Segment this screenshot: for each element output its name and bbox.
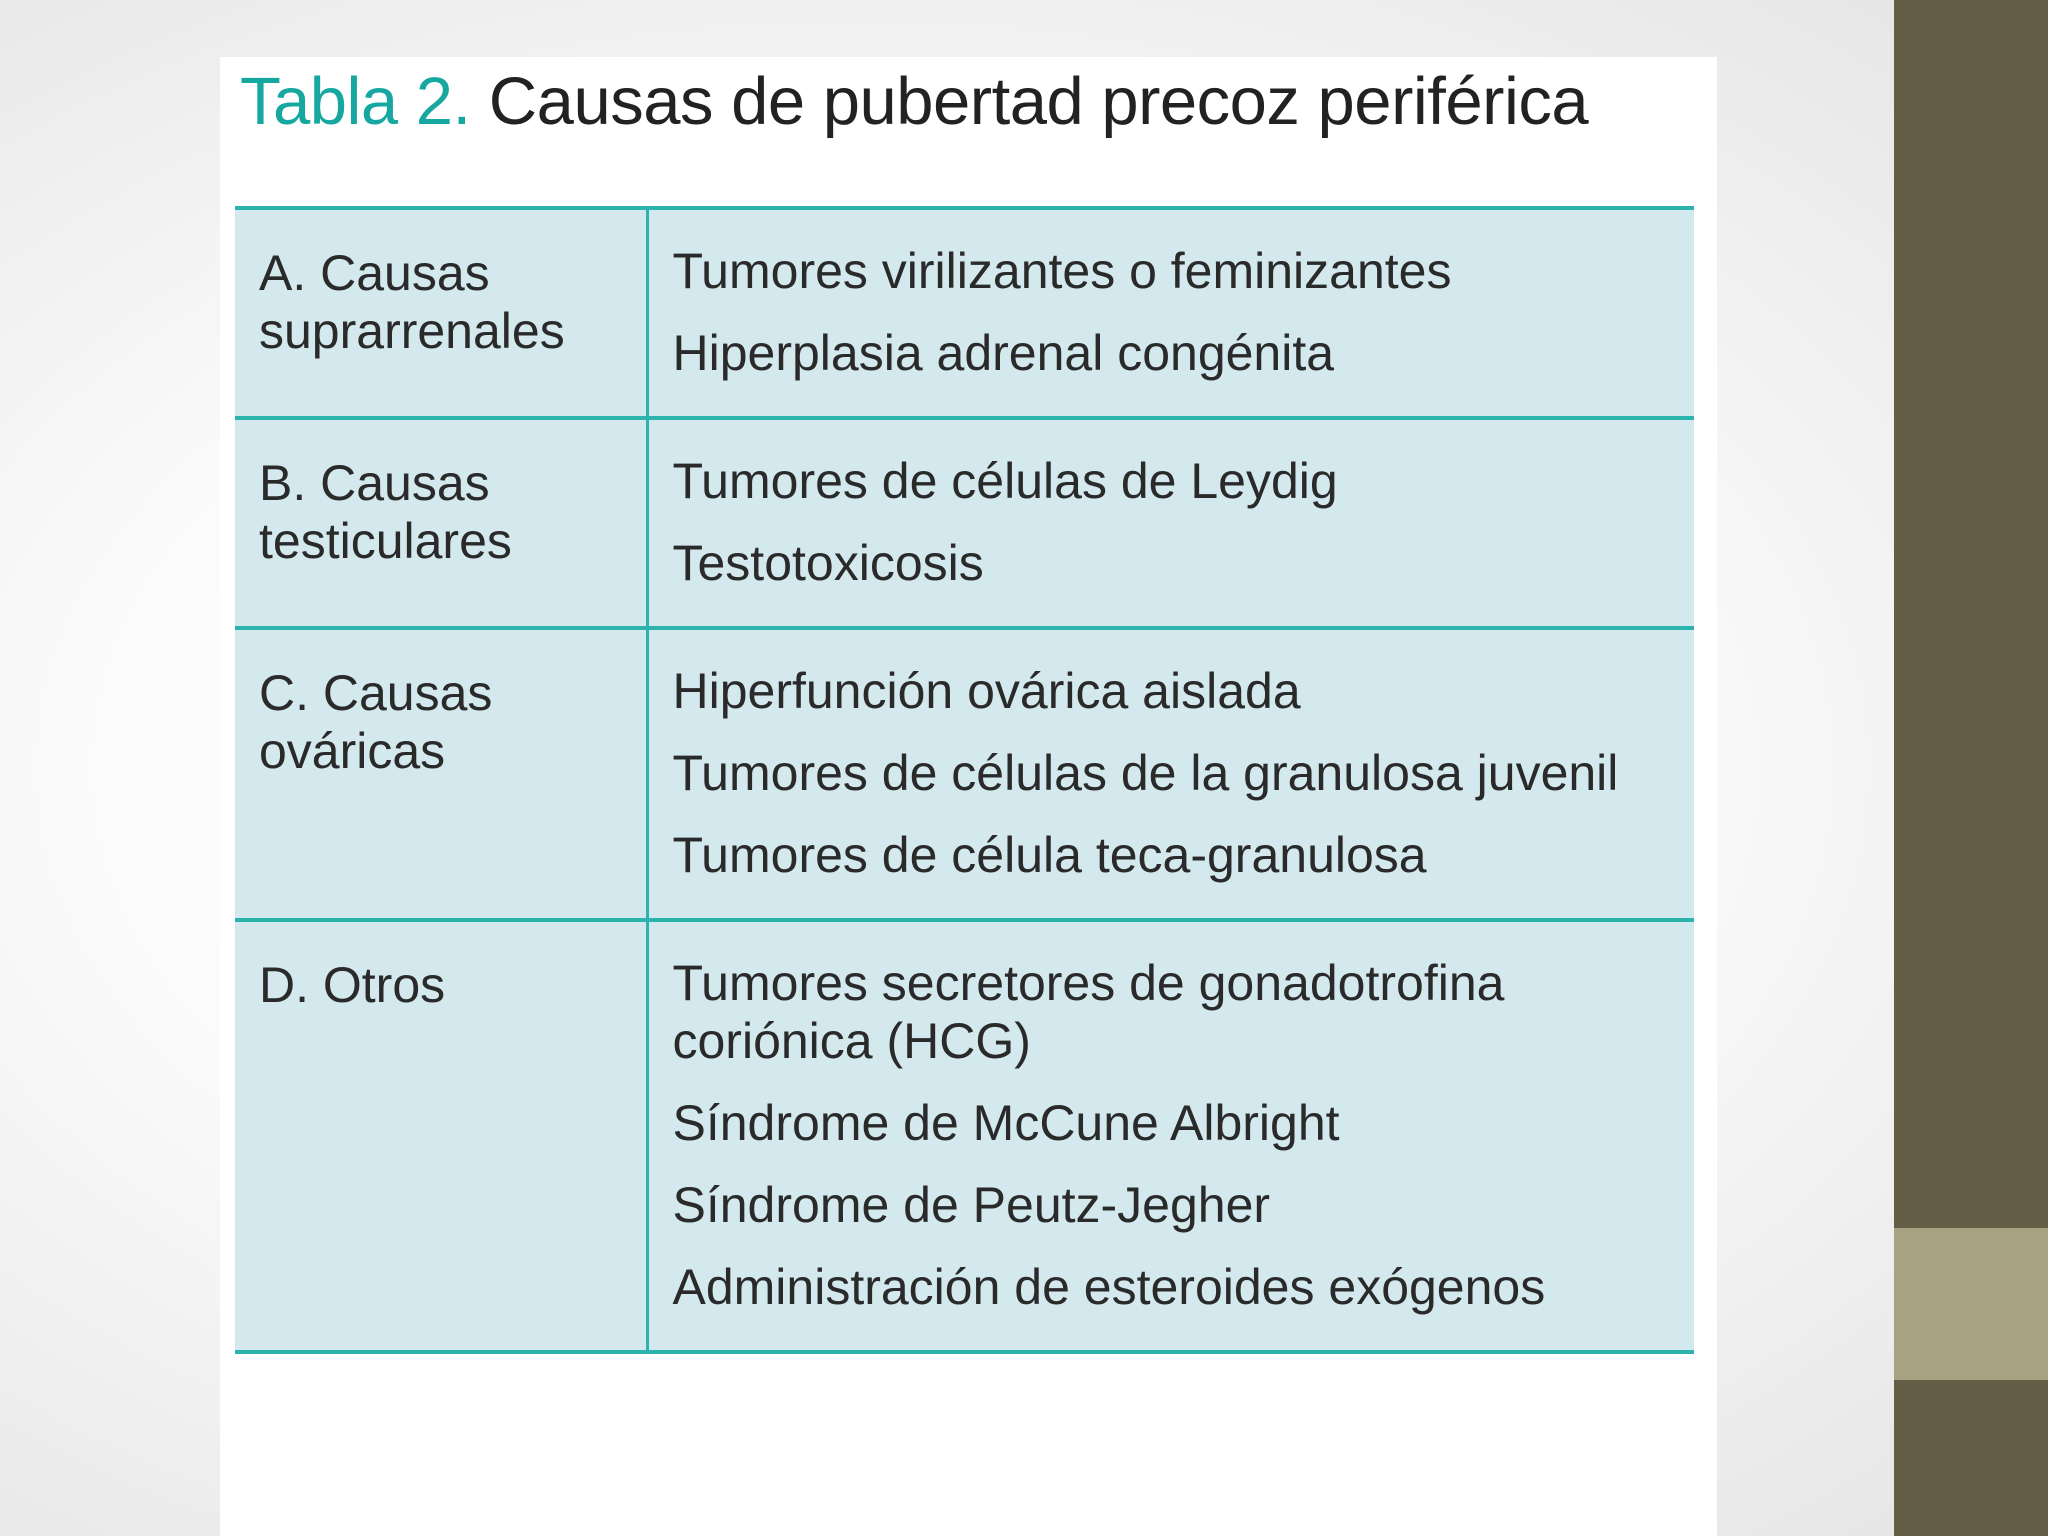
list-item: Hiperplasia adrenal congénita <box>672 325 1335 381</box>
list-item: Tumores secretores de gonadotrofina coriónica (HCG) <box>672 955 1505 1069</box>
items-cell <box>647 920 1694 1352</box>
list-item: Tumores de células de la granulosa juvenil <box>672 745 1619 801</box>
category-cell: B. Causas testiculares <box>235 418 647 628</box>
list-item: Tumores de células de Leydig <box>672 453 1338 509</box>
table-title <box>240 62 1588 142</box>
list-item: Hiperfunción ovárica aislada <box>672 663 1301 719</box>
category-cell: D. Otros <box>235 920 647 1352</box>
list-item: Síndrome de Peutz-Jegher <box>672 1177 1271 1233</box>
table-title-text: Causas de pubertad precoz periférica <box>488 64 1589 139</box>
table-row <box>235 208 1694 418</box>
table-row <box>235 920 1694 1352</box>
list-item: Síndrome de McCune Albright <box>672 1095 1340 1151</box>
list-item: Tumores virilizantes o feminizantes <box>672 243 1452 299</box>
items-cell <box>647 628 1694 920</box>
list-item: Tumores de célula teca-granulosa <box>672 827 1427 883</box>
causes-table <box>235 206 1694 1354</box>
table-row <box>235 418 1694 628</box>
list-item: Testotoxicosis <box>672 535 984 591</box>
table-number: Tabla 2. <box>240 64 471 139</box>
items-cell <box>647 208 1694 418</box>
category-cell: A. Causas suprarrenales <box>235 208 647 418</box>
items-cell <box>647 418 1694 628</box>
list-item: Administración de esteroides exógenos <box>672 1259 1546 1315</box>
category-cell: C. Causas ováricas <box>235 628 647 920</box>
sidebar-stripe-light <box>1894 1228 2048 1380</box>
table-row <box>235 628 1694 920</box>
